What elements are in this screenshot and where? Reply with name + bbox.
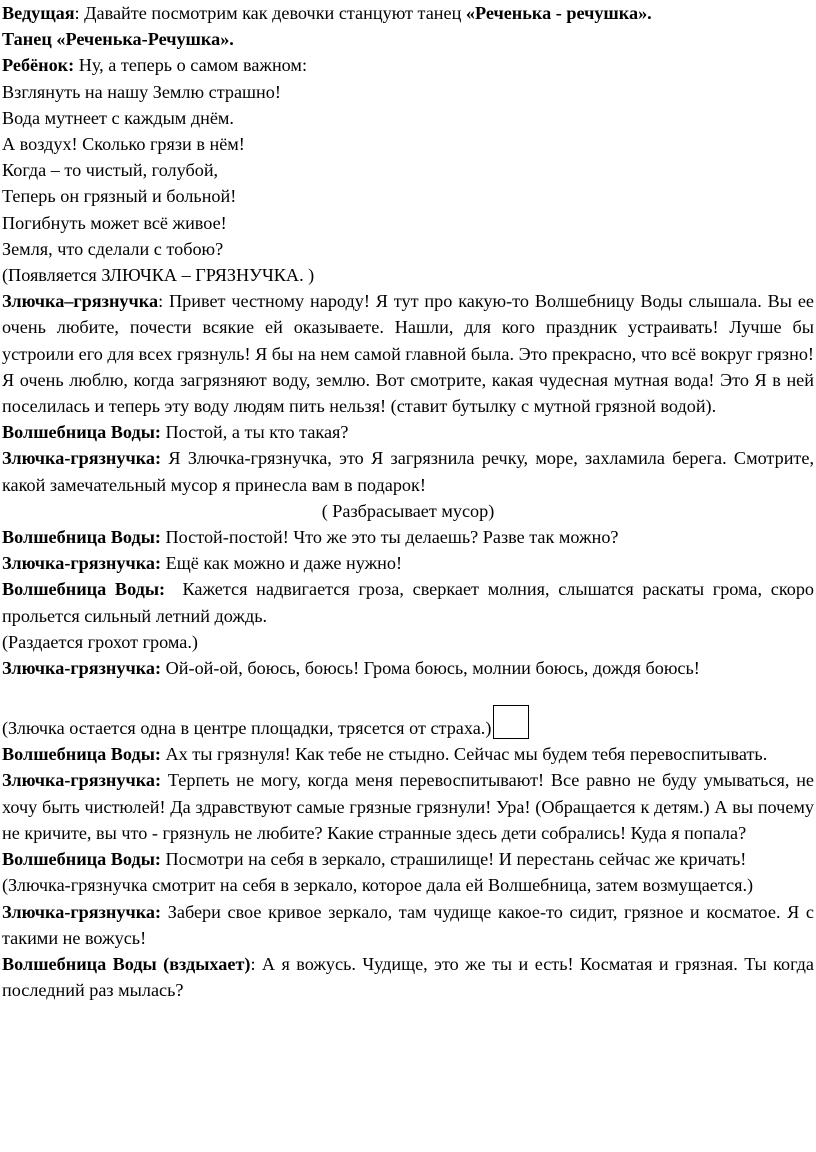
line-text: Я Злючка-грязнучка, это Я загрязнила речку, море, захламила берега. Смотрите, какой замечательный мусор я принесла вам в подарок!: [2, 448, 814, 495]
stage-direction: (Злючка остается одна в центре площадки, трясется от страха.): [2, 718, 492, 739]
line-27: [2, 899, 814, 951]
line-13: [2, 419, 814, 445]
speaker-name: Злючка-грязнучка:: [2, 901, 162, 922]
dance-heading: Танец «Реченька-Речушка».: [2, 29, 234, 50]
stage-direction: (Появляется ЗЛЮЧКА – ГРЯЗНУЧКА. ): [2, 265, 315, 286]
line-text: Ой-ой-ой, боюсь, боюсь! Грома боюсь, молнии боюсь, дождя боюсь!: [165, 658, 700, 679]
line-text: Ах ты грязнуля! Как тебе не стыдно. Сейчас мы будем тебя перевоспитывать.: [165, 744, 768, 765]
line-12: Злючка–грязнучка: Привет честному народу! Я тут про какую-то Волшебницу Воды слышала. Вы ее очень любите, почести всякие ей оказываете. Нашли, для кого праздник устраивать! Лучше бы устроили его для всех грязнуль! Я бы на нем самой главной была. Это прекрасно, что всё вокруг грязно! Я очень люблю, когда загрязняют воду, землю. Вот смотрите, какая чудесная мутная вода! Это Я в ней поселилась и теперь эту воду людям пить нельзя! (ставит бутылку с мутной грязной водой).: [2, 291, 814, 417]
stage-direction-centered: ( Разбрасывает мусор): [321, 500, 495, 521]
speaker-name: Злючка-грязнучка:: [2, 448, 162, 469]
line-2: [2, 26, 814, 52]
speaker-name: Злючка-грязнучка:: [2, 658, 162, 679]
line-1: Ведущая: Давайте посмотрим как девочки станцуют танец «Реченька - речушка».: [2, 3, 652, 23]
line-17: [2, 550, 814, 576]
speaker-name: Волшебница Воды:: [2, 579, 166, 600]
line-text: Постой-постой! Что же это ты делаешь? Разве так можно?: [165, 527, 619, 548]
poem-line: Земля, что сделали с тобою?: [2, 238, 224, 259]
poem-line: Вода мутнеет с каждым днём.: [2, 107, 234, 128]
poem-line: Теперь он грязный и больной!: [2, 186, 237, 207]
line-text: Давайте посмотрим как девочки станцуют танец: [84, 3, 466, 23]
line-text: Кажется надвигается гроза, сверкает молния, слышатся раскаты грома, скоро прольется сильный летний дождь.: [2, 579, 815, 626]
line-text: Посмотри на себя в зеркало, страшилище! И перестань сейчас же кричать!: [165, 849, 747, 870]
poem-line: Когда – то чистый, голубой,: [2, 160, 219, 181]
line-text: Ещё как можно и даже нужно!: [165, 553, 403, 574]
speaker-name: Волшебница Воды:: [2, 527, 161, 548]
line-24: [2, 767, 814, 846]
poem-line: Погибнуть может всё живое!: [2, 212, 227, 233]
line-text: Терпеть не могу, когда меня перевоспитывают! Все равно не буду умываться, не хочу быть чистюлей! Да здравствуют самые грязные грязнули! Ура! (Обращается к детям.) А вы почему не кричите, вы что - грязнуль не любите? Какие странные здесь дети собрались! Куда я попала?: [2, 770, 815, 843]
poem-line: А воздух! Сколько грязи в нём!: [2, 134, 245, 155]
speaker-name: Волшебница Воды (вздыхает): [2, 953, 251, 974]
line-16: [2, 524, 814, 550]
line-14: [2, 445, 814, 497]
speaker-name: Волшебница Воды:: [2, 422, 161, 443]
line-text: Ну, а теперь о самом важном:: [78, 55, 307, 76]
speaker-name: Ведущая: [2, 3, 75, 23]
poem-line: Взглянуть на нашу Землю страшно!: [2, 81, 281, 102]
line-25: [2, 846, 814, 872]
line-text: Привет честному народу! Я тут про какую-то Волшебницу Воды слышала. Вы ее очень любите, почести всякие ей оказываете. Нашли, для кого праздник устраивать! Лучше бы устроили его для всех грязнуль! Я бы на нем самой главной была. Это прекрасно, что всё вокруг грязно! Я очень люблю, когда загрязняют воду, землю. Вот смотрите, какая чудесная мутная вода! Это Я в ней поселилась и теперь эту воду людям пить нельзя! (ставит бутылку с мутной грязной водой).: [2, 291, 814, 417]
speaker-name: Злючка–грязнучка: [2, 291, 159, 312]
stage-direction: (Злючка-грязнучка смотрит на себя в зеркало, которое дала ей Волшебница, затем возмущается.): [2, 875, 754, 896]
speaker-name: Злючка-грязнучка:: [2, 553, 162, 574]
speaker-name: Волшебница Воды:: [2, 744, 161, 765]
line-18: [2, 576, 814, 628]
line-text: Постой, а ты кто такая?: [165, 422, 349, 443]
line-text: А я вожусь. Чудище, это же ты и есть! Косматая и грязная. Ты когда последний раз мылась?: [2, 953, 814, 1001]
line-text: Забери свое кривое зеркало, там чудище какое-то сидит, грязное и косматое. Я с такими не вожусь!: [2, 901, 815, 948]
dance-title: «Реченька - речушка».: [465, 3, 652, 23]
speaker-name: Ребёнок:: [2, 55, 75, 76]
line-23: [2, 741, 814, 767]
stage-direction: (Раздается грохот грома.): [2, 631, 198, 652]
line-20: [2, 655, 814, 681]
line-28: Волшебница Воды (вздыхает): А я вожусь. Чудище, это же ты и есть! Косматая и грязная. Ты когда последний раз мылась?: [2, 953, 814, 1001]
speaker-name: Злючка-грязнучка:: [2, 770, 162, 791]
empty-image-box: [493, 705, 529, 739]
speaker-name: Волшебница Воды:: [2, 849, 161, 870]
line-22: [2, 707, 814, 741]
blank-line: [2, 681, 814, 707]
line-3: [2, 52, 814, 78]
